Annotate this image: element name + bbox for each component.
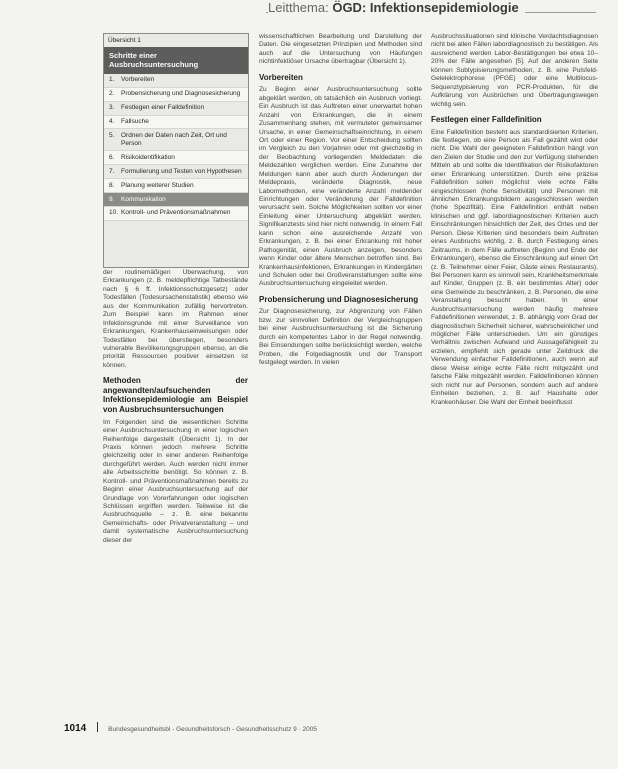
overview-box — [103, 33, 249, 268]
page-number: 1014 — [64, 723, 87, 734]
section-heading: Vorbereiten — [259, 72, 303, 82]
paragraph: Zur Diagnosesicherung, zur Abgrenzung von Fällen bzw. zur sinnvollen Definition der Vergleichsgruppen bei einer Ausbruchsuntersuchung ist die Sicherung durch ein kompetentes Labor in der Regel notwendig. Bei Einsendungen sollte berücksichtigt werden, welche Proben, die Folgediagnostik und der Transport festgelegt werden. In vielen — [259, 308, 422, 367]
section-title — [268, 0, 525, 15]
item-number: 6. — [109, 153, 115, 161]
paragraph: Ausbruchssituationen sind klinische Verdachtsdiagnosen nicht bei allen Fällen labordiagnostisch zu bestätigen. Als ausreichend werden Labor-Bestätigungen bei etwa 10–20% der Fälle angesehen [5]. Auf der anderen Seite können Subtypisierungsmethoden, z. B. eine Pulsfeld-Gelelektrophorese (PFGE) oder eine Multilocus-Sequenztypisierung von PCR-Produkten, für die Aufklärung von Ausbrüchen und Übertragungswegen wichtig sein. — [431, 33, 598, 108]
column-right — [431, 33, 598, 693]
item-number: 4. — [109, 118, 115, 126]
list-item — [104, 179, 248, 193]
section-heading: Probensicherung und Diagnosesicherung — [259, 294, 419, 304]
list-item — [104, 116, 248, 130]
list-item — [104, 102, 248, 116]
item-number: 1. — [109, 76, 115, 84]
header-title: ÖGD: Infektionsepidemiologie — [332, 0, 519, 15]
item-number: 3. — [109, 104, 115, 112]
item-number: 8. — [109, 181, 115, 189]
item-number: 5. — [109, 131, 115, 139]
paragraph: Zu Beginn einer Ausbruchsuntersuchung sollte abgeklärt werden, ob tatsächlich ein Ausbruch vorliegt. Ein Ausbruch ist das Auftreten einer unerwartet hohen Anzahl von Erkrankungen, die in einem Zusammenhang stehen, mit vermuteter gemeinsamer Ursache, in einer Gemeinschaftseinrichtung, in einem Ort oder einer Region. Vor einer Entscheidung sollten im Vergleich zu den Vorjahren oder mit gleichzeitig in der Beobachtung vorliegenden Meldedaten die Meldezahlen verglichen werden. Eine Zunahme der Meldungen kann aber auch durch Änderungen der Meldepraxis, veränderte Diagnostik, neue Labormethoden, eine veränderte Anzahl meldender Einrichtungen oder Veränderung der Falldefinition verursacht sein. Solche Möglichkeiten sollten vor einer Einleitung einer Untersuchung abgeklärt werden. Signifikanztests sind hier nicht notwendig. In einem Fall kann schon eine ausreichende Anzahl von Erkrankungen, z. B. bei einer Erkrankung mit hoher Pathogenität, einen Ausbruch anzeigen, besonders wenn Kinder oder ältere Menschen betroffen sind. Bei Krankenhausinfektionen, Erkrankungen in Kindergärten und Schulen oder bei Großveranstaltungen sollte eine Ausbruchsuntersuchung eingeleitet werden. — [259, 86, 422, 288]
section-heading: Festlegen einer Falldefinition — [431, 114, 542, 124]
list-item — [104, 151, 248, 165]
item-text: Festlegen einer Falldefinition — [121, 104, 205, 112]
box-heading: Schritte einer Ausbruchsuntersuchung — [104, 47, 248, 74]
list-item — [104, 88, 248, 102]
list-item — [104, 207, 248, 221]
item-text: Probensicherung und Diagnosesicherung — [121, 90, 241, 98]
column-left — [103, 269, 248, 691]
publication-info: Bundesgesundheitsbl - Gesundheitsforsch - Gesundheitsschutz 9 · 2005 — [108, 726, 318, 733]
item-text: Risikoidentifikation — [121, 153, 175, 161]
paragraph: Eine Falldefinition besteht aus standardisierten Kriterien, die festlegen, ob eine Person als Fall gezählt wird oder nicht. Die Wahl der geeigneten Falldefinition hängt von den Zielen der Studie und den zur Verfügung stehenden Mitteln ab und sollte die Identifikation der Risikofaktoren einer Erkrankung unterstützen. Durch eine präzise Falldefinition sollen möglichst viele echte Fälle eingeschlossen (hohe Sensitivität) und Personen mit ähnlichen Erkrankungsbildern ausgeschlossen werden (hohe Spezifität). Eine Falldefinition enthält neben klinischen und ggf. labordiagnostischen Kriterien auch Einschränkungen hinsichtlich der Zeit, des Ortes und der Person. Diese Kriterien sind besonders beim Auftreten eines Ausbruchs wichtig, z. B. durch Festlegung eines Zeitraums, in dem Fälle auftreten (Beginn und Ende der Erkrankungen), ebenso die Einschränkung auf einen Ort (z. B. Teilnehmer einer Feier, Gäste eines Restaurants). Bei Personen kann es sinnvoll sein, Krankheitsmerkmale auf Kinder, Gruppen (z. B. ein bestimmtes Alter) oder eine Gemeinde zu beschränken, z. B. Personen, die eine Veranstaltung besucht haben. In einer Ausbruchsuntersuchung werden häufig mehrere Falldefinitionen verwendet, z. B. abhängig vom Grad der diagnostischen Sicherheit sicherer, wahrscheinlicher und möglicher Fälle unterschieden. Um ein günstiges Verhältnis zwischen Aufwand und Aussagefähigkeit zu erzielen, empfiehlt sich gerade unter Zeitdruck die Verwendung einfacher Falldefinitionen, auch wenn auf diese Weise einige echte Fälle nicht mitgezählt und falsche Fälle mitgezählt werden. Falldefinitionen können sich nicht nur auf Personen, sondern auch auf andere Einheiten beziehen, z. B. auf Haushalte oder Krankenhäuser. Die Wahl der Einheit beeinflusst — [431, 128, 598, 406]
footer-divider — [97, 722, 98, 732]
item-text: Kontroll- und Präventionsmaßnahmen — [121, 209, 231, 217]
column-middle — [259, 33, 422, 693]
list-item — [104, 193, 248, 207]
item-text: Kommunikation — [121, 195, 166, 203]
section-heading: Methoden der angewandten/aufsuchenden Infektionsepidemiologie am Beispiel von Ausbruchsuntersuchungen — [103, 376, 248, 415]
item-number: 2. — [109, 90, 115, 98]
item-text: Ordnen der Daten nach Zeit, Ort und Person — [121, 131, 227, 147]
item-number: 10. — [109, 209, 119, 217]
item-text: Planung weiterer Studien — [121, 181, 194, 189]
item-number: 9. — [109, 195, 115, 203]
header-lead: Leitthema: — [268, 0, 329, 15]
list-item — [104, 74, 248, 88]
box-label: Übersicht 1 — [108, 37, 141, 44]
item-text: Formulierung und Testen von Hypothesen — [121, 167, 242, 175]
item-text: Fallsuche — [121, 118, 149, 126]
paragraph: Im Folgenden sind die wesentlichen Schritte einer Ausbruchsuntersuchung in einer logischen Reihenfolge dargestellt (Übersicht 1). In der Praxis können jedoch mehrere Schritte gleichzeitig oder in einer anderen Reihenfolge durchgeführt werden. Auch werden nicht immer alle Arbeitsschritte benötigt. So können z. B. Kontroll- und Präventionsmaßnahmen bereits zu Beginn einer Ausbruchsuntersuchung auf der Grundlage von Vorerfahrungen oder logischen Schlüssen ergriffen werden. Teilweise ist die Ausbruchsquelle – z. B. eine bekannte Gemeinschafts- oder Privatveranstaltung – und damit systematische Ausbruchsuntersuchung dieser der — [103, 418, 248, 544]
paragraph: wissenschaftlichen Bearbeitung und Darstellung der Daten. Die eingesetzten Prinzipien und Methoden sind auch auf die Untersuchung von Häufungen nichtinfektiöser Ursache übertragbar (Übersicht 1). — [259, 33, 422, 66]
item-text: Vorbereiten — [121, 76, 155, 84]
page-footer — [64, 718, 598, 732]
steps-list — [104, 74, 248, 221]
list-item — [104, 129, 248, 151]
running-header — [266, 0, 596, 24]
list-item — [104, 165, 248, 179]
item-number: 7. — [109, 167, 115, 175]
paragraph: der routinemäßigen Überwachung, von Erkrankungen (z. B. meldepflichtige Tatbestände nach § 6 ff. Infektionsschutzgesetz) oder Todesfällen (Todesursachenstatistik) ebenso wie aus der Kommunikation zufällig hervortreten. Zum Beispiel kann im Rahmen einer Infektionsgrunde mit einer Surveillance von Erkrankungen, Krankenhauseinweisungen oder Todesfällen bei überstiegen, besonders vulnerable Bevölkerungsgruppen ebenso, an die priorität Ressourcen positiver einsetzen ist können. — [103, 269, 248, 369]
